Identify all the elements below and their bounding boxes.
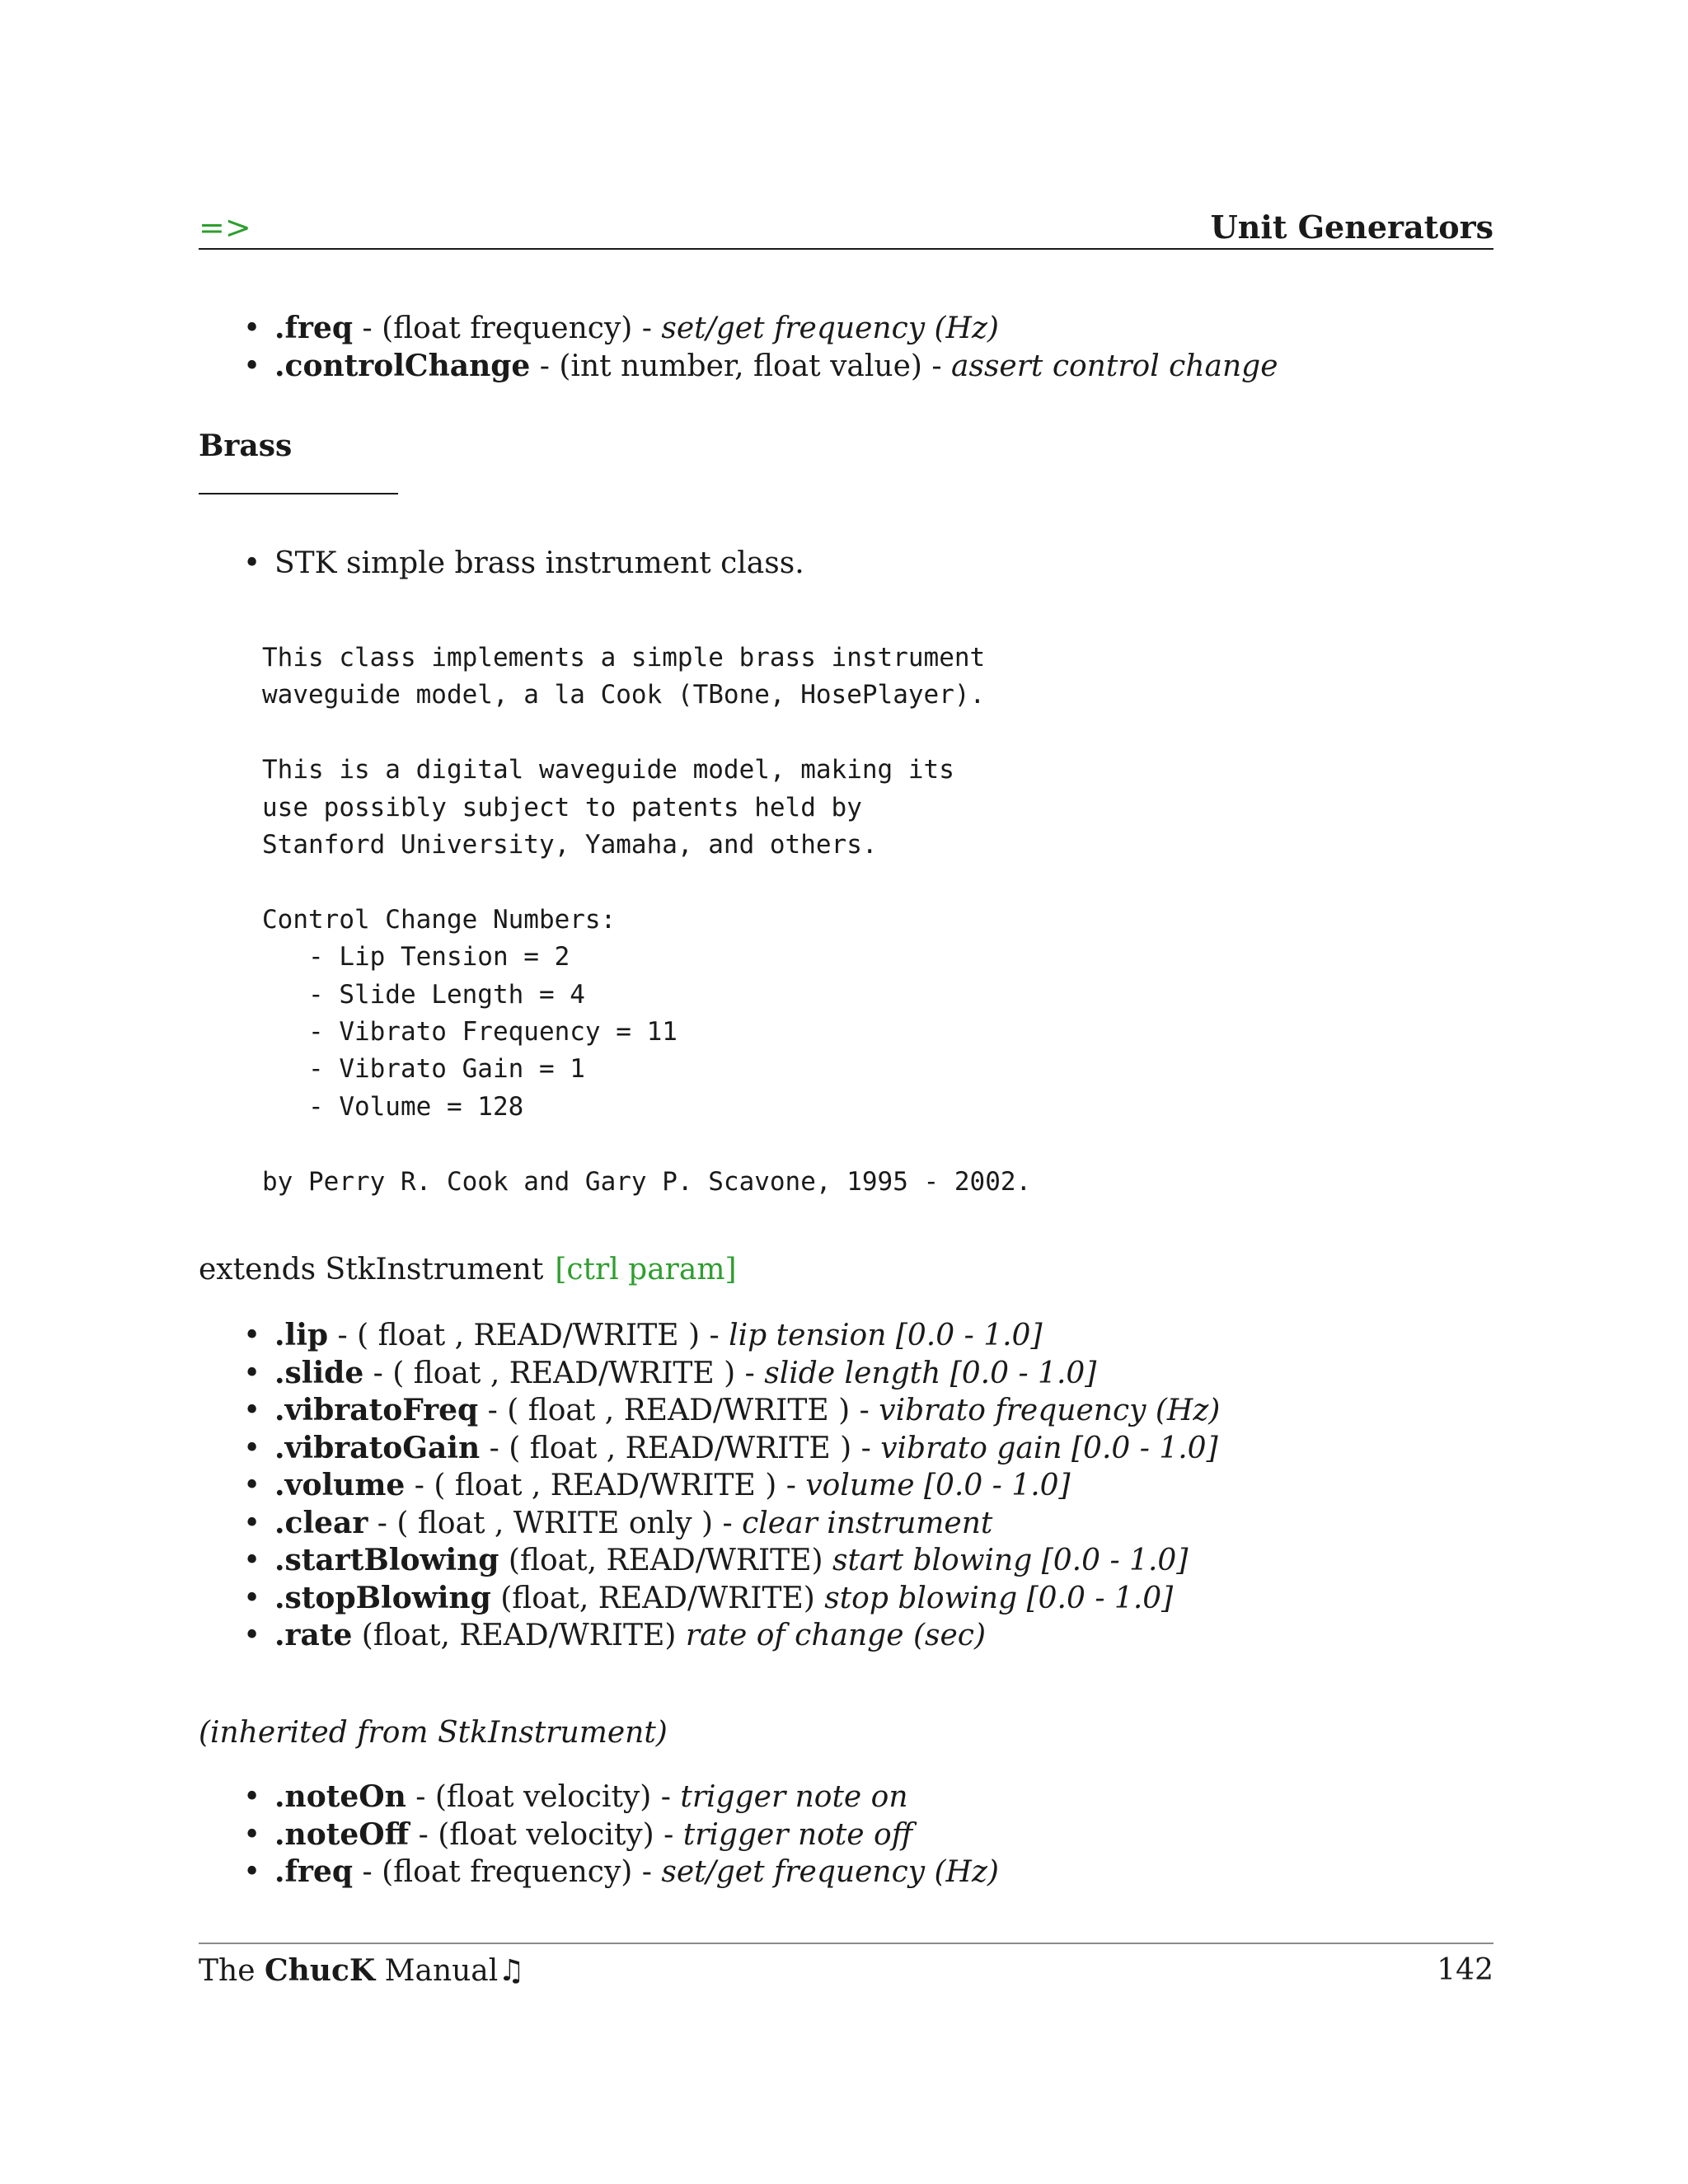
inherited-signature: - (float velocity) - <box>406 1780 681 1814</box>
footer-suffix: Manual♫ <box>375 1954 525 1988</box>
footer-title <box>199 1952 525 1990</box>
param-item <box>243 1317 1220 1355</box>
inherited-item <box>243 1816 999 1854</box>
inherited-list <box>243 1779 999 1891</box>
param-name: .vibratoGain <box>274 1430 481 1465</box>
header-rule <box>199 248 1493 250</box>
inherited-item <box>243 1854 999 1891</box>
param-name: .volume <box>274 1468 406 1502</box>
extends-text: extends StkInstrument <box>199 1253 544 1286</box>
param-description: stop blowing [0.0 - 1.0] <box>824 1581 1174 1615</box>
method-description: assert control change <box>951 349 1278 383</box>
inherited-name: .noteOff <box>274 1816 410 1852</box>
header-arrow: => <box>199 209 251 246</box>
param-description: clear instrument <box>742 1506 993 1540</box>
param-name: .vibratoFreq <box>274 1393 479 1427</box>
inherited-description: set/get frequency (Hz) <box>661 1855 999 1889</box>
param-name: .stopBlowing <box>274 1580 491 1615</box>
method-signature: - (int number, float value) - <box>530 349 951 383</box>
class-summary: • STK simple brass instrument class. <box>243 545 804 583</box>
section-title: Brass <box>199 429 293 463</box>
param-description: lip tension [0.0 - 1.0] <box>729 1319 1043 1352</box>
param-signature: (float, READ/WRITE) <box>499 1544 832 1577</box>
param-description: vibrato frequency (Hz) <box>879 1394 1221 1427</box>
param-signature: - ( float , READ/WRITE ) - <box>405 1469 806 1502</box>
param-name: .startBlowing <box>274 1543 499 1577</box>
param-item <box>243 1505 1220 1543</box>
footer-brand: ChucK <box>264 1953 376 1988</box>
inherited-description: trigger note on <box>680 1780 908 1814</box>
param-signature: - ( float , READ/WRITE ) - <box>480 1431 881 1465</box>
method-description: set/get frequency (Hz) <box>661 312 999 345</box>
param-item <box>243 1580 1220 1618</box>
footer-rule <box>199 1943 1493 1944</box>
param-signature: - ( float , WRITE only ) - <box>368 1506 743 1540</box>
summary-list <box>243 545 804 583</box>
page-number: 142 <box>1437 1953 1493 1987</box>
param-item <box>243 1392 1220 1430</box>
param-signature: - ( float , READ/WRITE ) - <box>363 1356 765 1390</box>
method-item <box>243 348 1278 386</box>
method-name: .freq <box>274 311 354 345</box>
class-description-code: This class implements a simple brass instrument waveguide model, a la Cook (TBone, HosePlayer). This is a digital waveguide model, making its use possibly subject to patents held by Stanford University, Yamaha, and others. Control Change Numbers: - Lip Tension = 2 - Slide Length = 4 - Vibrato Frequency = 11 - Vibrato Gain = 1 - Volume = 128 by Perry R. Cook and Gary P. Scavone, 1995 - 2002. <box>262 643 1032 1197</box>
param-name: .rate <box>274 1618 353 1652</box>
footer-prefix: The <box>199 1954 265 1988</box>
param-signature: - ( float , READ/WRITE ) - <box>328 1319 729 1352</box>
param-description: start blowing [0.0 - 1.0] <box>832 1544 1189 1577</box>
inherited-item <box>243 1779 999 1816</box>
param-name: .clear <box>274 1505 368 1540</box>
top-method-list <box>243 310 1278 385</box>
param-list <box>243 1317 1220 1655</box>
param-name: .lip <box>274 1318 329 1352</box>
method-item <box>243 310 1278 348</box>
param-description: vibrato gain [0.0 - 1.0] <box>880 1431 1218 1465</box>
section-rule <box>199 493 398 494</box>
param-item <box>243 1355 1220 1393</box>
param-item <box>243 1430 1220 1468</box>
param-description: rate of change (sec) <box>685 1619 986 1652</box>
param-item <box>243 1467 1220 1505</box>
param-item <box>243 1617 1220 1655</box>
param-signature: (float, READ/WRITE) <box>352 1619 686 1652</box>
inherited-label: (inherited from StkInstrument) <box>199 1716 668 1750</box>
ctrl-param-tag: [ctrl param] <box>555 1253 737 1286</box>
inherited-name: .noteOn <box>274 1779 406 1814</box>
header-title: Unit Generators <box>1210 209 1493 246</box>
param-name: .slide <box>274 1355 364 1390</box>
inherited-signature: - (float frequency) - <box>353 1855 662 1889</box>
param-item <box>243 1542 1220 1580</box>
inherited-description: trigger note off <box>682 1817 913 1852</box>
param-description: volume [0.0 - 1.0] <box>805 1469 1071 1502</box>
extends-line <box>199 1251 737 1289</box>
method-name: .controlChange <box>274 348 531 383</box>
method-signature: - (float frequency) - <box>353 312 662 345</box>
inherited-signature: - (float velocity) - <box>409 1817 683 1852</box>
inherited-name: .freq <box>274 1854 354 1889</box>
param-description: slide length [0.0 - 1.0] <box>764 1356 1097 1390</box>
param-signature: - ( float , READ/WRITE ) - <box>478 1394 879 1427</box>
param-signature: (float, READ/WRITE) <box>490 1581 825 1615</box>
